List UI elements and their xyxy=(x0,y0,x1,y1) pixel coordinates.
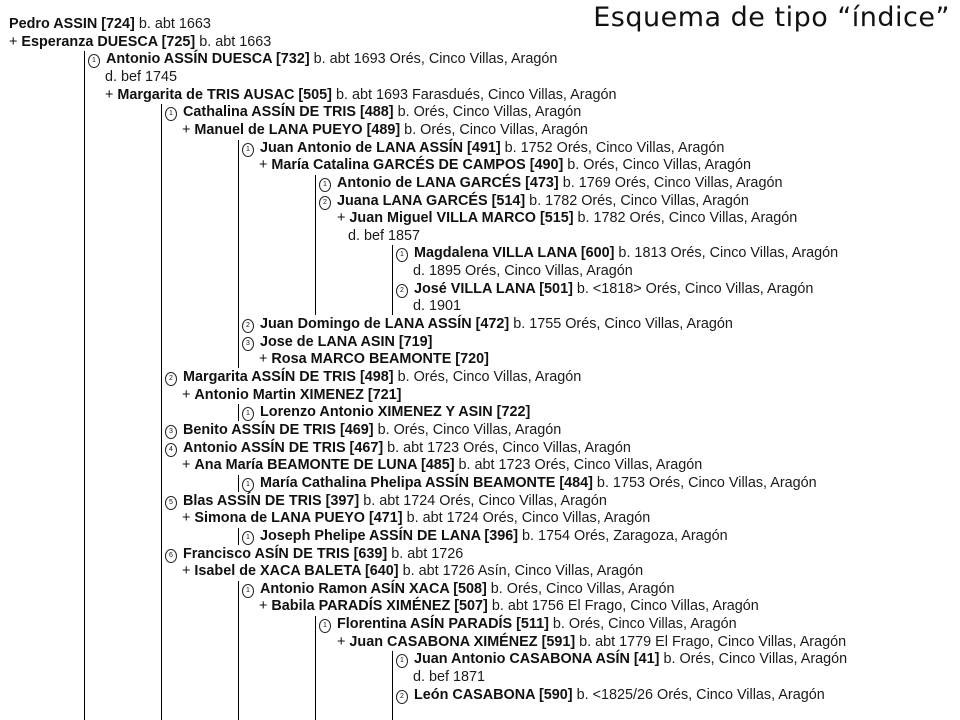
child-entry xyxy=(319,615,737,633)
person-details: b. Orés, Cinco Villas, Aragón xyxy=(659,651,848,668)
spouse-entry xyxy=(182,562,643,580)
child-number-badge: 2 xyxy=(396,284,408,298)
person-name: Juan Antonio de LANA ASSÍN [491] xyxy=(260,139,501,156)
person-details: d. bef 1871 xyxy=(413,669,486,686)
person-name: Lorenzo Antonio XIMENEZ Y ASIN [722] xyxy=(260,404,531,421)
person-name: Manuel de LANA PUEYO [489] xyxy=(194,121,401,138)
child-entry xyxy=(396,244,838,262)
child-entry xyxy=(319,192,749,210)
tree-connector-line xyxy=(238,581,239,720)
child-number-badge: 2 xyxy=(165,372,177,386)
tree-connector-line xyxy=(315,193,316,316)
person-details: b. 1753 Orés, Cinco Villas, Aragón xyxy=(592,474,817,491)
person-name: Cathalina ASSÍN DE TRIS [488] xyxy=(183,104,394,121)
tree-connector-line xyxy=(392,687,393,720)
person-details: b. Orés, Cinco Villas, Aragón xyxy=(393,104,582,121)
person-details: b. abt 1693 Orés, Cinco Villas, Aragón xyxy=(309,51,558,68)
child-number-badge: 1 xyxy=(242,478,254,492)
person-details: b. abt 1724 Orés, Cinco Villas, Aragón xyxy=(402,510,651,527)
spouse-marker: + xyxy=(259,351,268,368)
person-name: Antonio de LANA GARCÉS [473] xyxy=(337,174,559,191)
spouse-entry xyxy=(182,386,401,404)
person-name: Joseph Phelipe ASSÍN DE LANA [396] xyxy=(260,527,519,544)
child-entry xyxy=(242,527,728,545)
child-entry xyxy=(396,686,825,704)
child-entry xyxy=(165,492,607,510)
person-name: Juana LANA GARCÉS [514] xyxy=(337,192,526,209)
child-number-badge: 1 xyxy=(88,54,100,68)
spouse-entry xyxy=(259,597,759,615)
tree-connector-line xyxy=(161,546,162,720)
spouse-entry xyxy=(259,350,489,368)
child-number-badge: 4 xyxy=(165,443,177,457)
child-number-badge: 6 xyxy=(165,549,177,563)
person-name: José VILLA LANA [501] xyxy=(414,280,573,297)
spouse-entry xyxy=(105,86,617,104)
person-name: Simona de LANA PUEYO [471] xyxy=(194,510,403,527)
person-name: Antonio ASSÍN DE TRIS [467] xyxy=(183,439,384,456)
child-number-badge: 1 xyxy=(242,407,254,421)
child-number-badge: 1 xyxy=(396,654,408,668)
spouse-marker: + xyxy=(337,210,346,227)
person-details: d. bef 1857 xyxy=(348,227,421,244)
tree-connector-line xyxy=(238,528,239,545)
death-line xyxy=(348,227,420,245)
person-details: b. abt 1726 Asín, Cinco Villas, Aragón xyxy=(398,563,644,580)
person-details: b. abt 1723 Orés, Cinco Villas, Aragón xyxy=(383,439,631,456)
death-line xyxy=(413,262,633,280)
spouse-marker: + xyxy=(9,33,18,50)
person-details: b. abt 1779 El Frago, Cinco Villas, Aragón xyxy=(575,633,847,650)
person-details: b. 1782 Orés, Cinco Villas, Aragón xyxy=(525,192,749,209)
child-entry xyxy=(165,103,581,121)
tree-connector-line xyxy=(238,475,239,492)
person-entry xyxy=(9,15,211,33)
child-number-badge: 1 xyxy=(396,248,408,262)
person-name: Juan Antonio CASABONA ASÍN [41] xyxy=(414,651,660,668)
spouse-marker: + xyxy=(182,457,191,474)
person-name: Benito ASSÍN DE TRIS [469] xyxy=(183,421,374,438)
person-details: d. 1901 xyxy=(413,298,462,315)
person-details: b. abt 1693 Farasdués, Cinco Villas, Aragón xyxy=(331,86,617,103)
person-name: Juan Domingo de LANA ASSÍN [472] xyxy=(260,316,510,333)
death-line xyxy=(413,668,485,686)
death-line xyxy=(105,68,177,86)
tree-connector-line xyxy=(315,616,316,720)
person-details: b. abt 1726 xyxy=(387,545,464,562)
child-entry xyxy=(88,50,557,68)
tree-connector-line xyxy=(238,334,239,369)
child-entry xyxy=(396,280,813,298)
child-entry xyxy=(319,174,782,192)
person-name: León CASABONA [590] xyxy=(414,686,573,703)
child-number-badge: 3 xyxy=(165,425,177,439)
child-entry xyxy=(165,368,581,386)
person-details: b. Orés, Cinco Villas, Aragón xyxy=(563,157,751,174)
child-number-badge: 1 xyxy=(242,143,254,157)
person-details: b. 1752 Orés, Cinco Villas, Aragón xyxy=(500,139,725,156)
child-entry xyxy=(242,580,675,598)
person-name: Juan Miguel VILLA MARCO [515] xyxy=(349,210,574,227)
spouse-entry xyxy=(182,456,702,474)
person-name: Esperanza DUESCA [725] xyxy=(21,33,196,50)
person-name: Florentina ASÍN PARADÍS [511] xyxy=(337,616,549,633)
child-number-badge: 5 xyxy=(165,496,177,510)
person-name: María Catalina GARCÉS DE CAMPOS [490] xyxy=(271,157,564,174)
person-name: Antonio Ramon ASÍN XACA [508] xyxy=(260,580,487,597)
person-details: b. Orés, Cinco Villas, Aragón xyxy=(548,616,737,633)
child-number-badge: 1 xyxy=(165,107,177,121)
child-entry xyxy=(242,403,530,421)
spouse-marker: + xyxy=(259,598,268,615)
person-details: d. 1895 Orés, Cinco Villas, Aragón xyxy=(413,263,633,280)
person-name: María Cathalina Phelipa ASSÍN BEAMONTE [484] xyxy=(260,474,593,491)
person-details: b. 1755 Orés, Cinco Villas, Aragón xyxy=(509,316,733,333)
person-name: Juan CASABONA XIMÉNEZ [591] xyxy=(349,633,576,650)
child-entry xyxy=(242,474,817,492)
person-details: b. 1782 Orés, Cinco Villas, Aragón xyxy=(573,210,798,227)
spouse-entry xyxy=(259,156,751,174)
child-entry xyxy=(165,545,463,563)
spouse-marker: + xyxy=(182,510,191,527)
person-name: Ana María BEAMONTE DE LUNA [485] xyxy=(194,457,455,474)
child-number-badge: 2 xyxy=(242,319,254,333)
spouse-marker: + xyxy=(182,563,191,580)
child-number-badge: 1 xyxy=(242,584,254,598)
person-details: b. Orés, Cinco Villas, Aragón xyxy=(373,421,562,438)
death-line xyxy=(413,297,461,315)
person-details: b. Orés, Cinco Villas, Aragón xyxy=(486,580,675,597)
person-details: b. abt 1756 El Frago, Cinco Villas, Aragón xyxy=(487,598,759,615)
child-number-badge: 1 xyxy=(242,531,254,545)
child-entry xyxy=(242,315,733,333)
child-number-badge: 3 xyxy=(242,337,254,351)
person-details: b. Orés, Cinco Villas, Aragón xyxy=(400,121,588,138)
person-name: Blas ASSÍN DE TRIS [397] xyxy=(183,492,360,509)
tree-connector-line xyxy=(392,281,393,316)
spouse-marker: + xyxy=(259,157,268,174)
spouse-marker: + xyxy=(182,386,191,403)
person-details: d. bef 1745 xyxy=(105,68,178,85)
person-details: b. Orés, Cinco Villas, Aragón xyxy=(393,369,582,385)
person-details: b. <1825/26 Orés, Cinco Villas, Aragón xyxy=(572,686,825,703)
person-name: Margarita de TRIS AUSAC [505] xyxy=(117,86,332,103)
spouse-marker: + xyxy=(105,86,114,103)
person-name: Antonio ASSÍN DUESCA [732] xyxy=(106,51,310,68)
child-entry xyxy=(242,139,724,157)
spouse-entry xyxy=(9,33,271,51)
person-name: Babila PARADÍS XIMÉNEZ [507] xyxy=(271,598,488,615)
child-number-badge: 2 xyxy=(396,690,408,704)
child-number-badge: 1 xyxy=(319,619,331,633)
person-details: b. 1769 Orés, Cinco Villas, Aragón xyxy=(558,174,783,191)
child-number-badge: 2 xyxy=(319,196,331,210)
person-details: b. <1818> Orés, Cinco Villas, Aragón xyxy=(572,280,814,297)
person-details: b. 1813 Orés, Cinco Villas, Aragón xyxy=(614,245,839,262)
person-name: Isabel de XACA BALETA [640] xyxy=(194,563,399,580)
spouse-entry xyxy=(182,509,650,527)
child-entry xyxy=(242,333,432,351)
person-name: Francisco ASÍN DE TRIS [639] xyxy=(183,545,388,562)
person-details: b. abt 1724 Orés, Cinco Villas, Aragón xyxy=(359,492,607,509)
person-details: b. abt 1723 Orés, Cinco Villas, Aragón xyxy=(454,457,703,474)
person-details: b. abt 1663 xyxy=(134,16,211,32)
child-entry xyxy=(165,439,631,457)
person-name: Pedro ASSIN [724] xyxy=(9,16,135,32)
page-title: Esquema de tipo “índice” xyxy=(593,2,950,33)
person-name: Magdalena VILLA LANA [600] xyxy=(414,245,615,262)
person-name: Margarita ASSÍN DE TRIS [498] xyxy=(183,369,394,385)
person-details: b. abt 1663 xyxy=(195,33,272,50)
person-details: b. 1754 Orés, Zaragoza, Aragón xyxy=(518,527,728,544)
child-entry xyxy=(165,421,561,439)
spouse-marker: + xyxy=(337,633,346,650)
person-name: Antonio Martin XIMENEZ [721] xyxy=(194,386,402,403)
spouse-entry xyxy=(337,633,846,651)
tree-connector-line xyxy=(84,51,85,720)
spouse-marker: + xyxy=(182,121,191,138)
spouse-entry xyxy=(182,121,588,139)
child-number-badge: 1 xyxy=(319,178,331,192)
person-name: Rosa MARCO BEAMONTE [720] xyxy=(271,351,489,368)
tree-connector-line xyxy=(238,404,239,421)
spouse-entry xyxy=(337,209,797,227)
child-entry xyxy=(396,650,847,668)
person-name: Jose de LANA ASIN [719] xyxy=(260,333,433,350)
